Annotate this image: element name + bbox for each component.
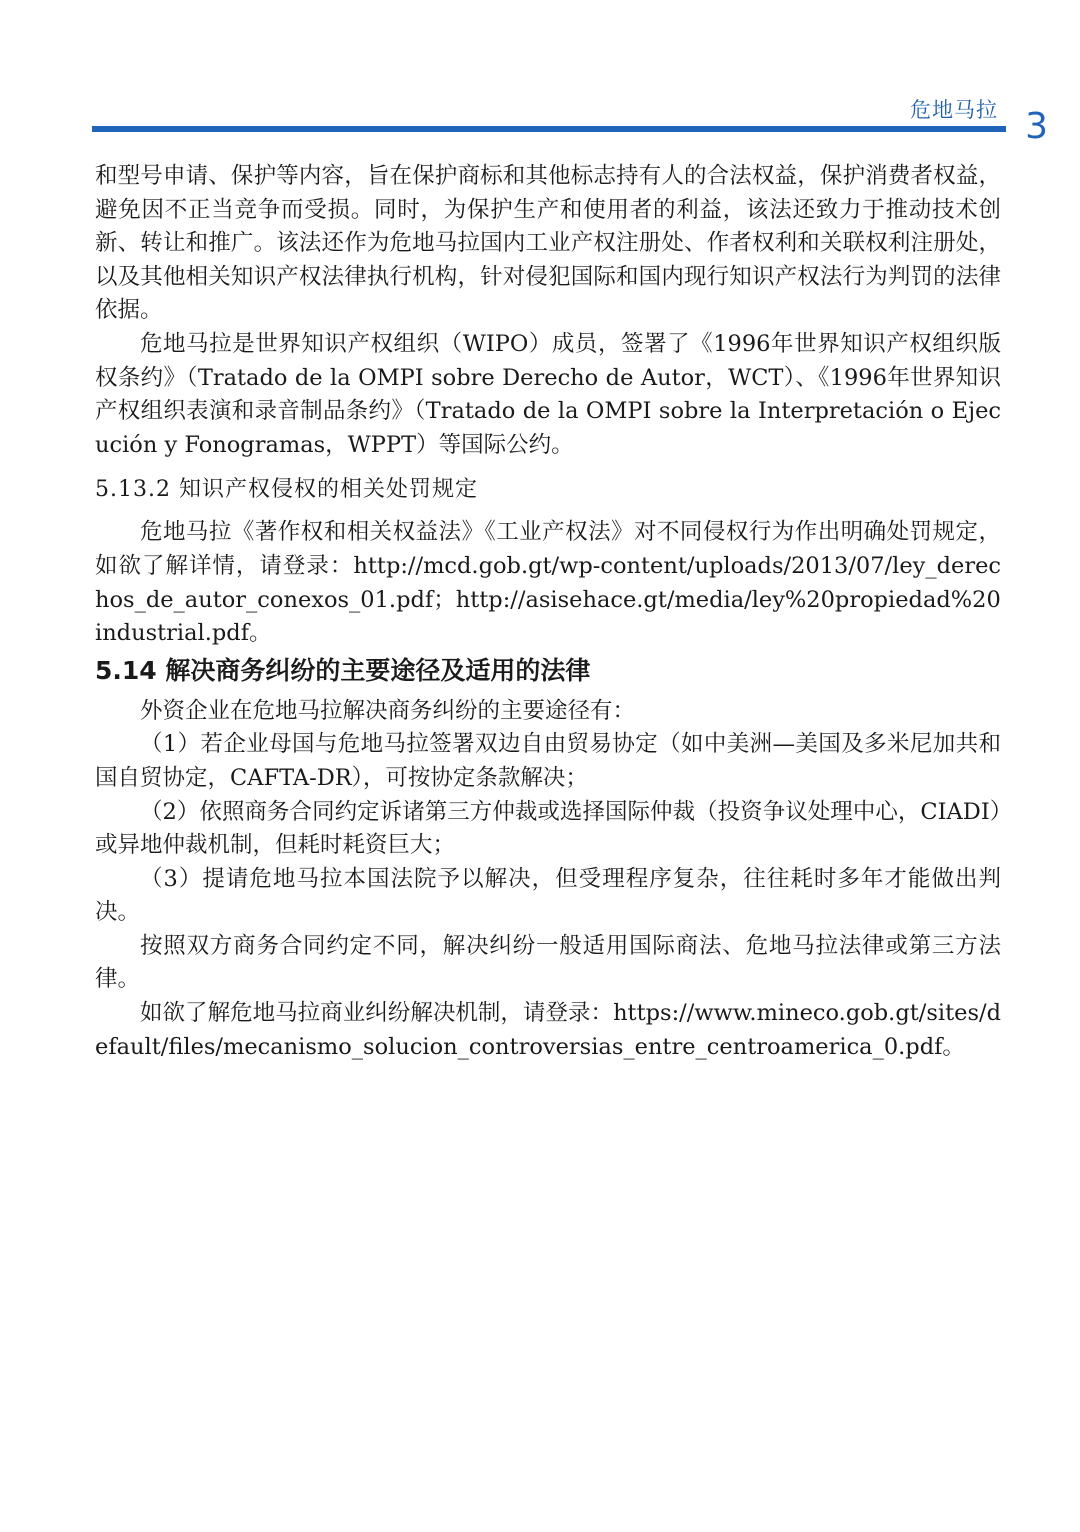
penalty-paragraph	[95, 516, 1001, 650]
dispute-item-2: （2）依照商务合同约定诉诸第三方仲裁或选择国际仲裁（投资争议处理中心，CIADI）或异地仲裁机制，但耗时耗资巨大；	[95, 798, 1001, 859]
header-country-label: 危地马拉	[910, 98, 998, 122]
intro-paragraph-1: 和型号申请、保护等内容，旨在保护商标和其他标志持有人的合法权益，保护消费者权益，避免因不正当竞争而受损。同时，为保护生产和使用者的利益，该法还致力于推动技术创新、转让和推广。该法还作为危地马拉国内工业产权注册处、作者权利和关联权利注册处，以及其他相关知识产权法律执行机构，针对侵犯国际和国内现行知识产权法行为判罚的法律依据。	[95, 163, 1001, 324]
header-rule	[92, 126, 1006, 132]
page-header	[0, 0, 1080, 150]
penalty-text: 危地马拉《著作权和相关权益法》《工业产权法》对不同侵权行为作出明确处罚规定，如欲了解详情，请登录：	[95, 519, 1001, 579]
copyright-law-link[interactable]: http://mcd.gob.gt/wp-content/uploads/2013/07/ley_derechos_de_autor_conexos_01.pdf	[95, 552, 1001, 613]
page-number: 3	[1025, 106, 1048, 147]
section-heading-5-13-2: 5.13.2 知识产权侵权的相关处罚规定	[95, 477, 478, 503]
intro-paragraph-2: 危地马拉是世界知识产权组织（WIPO）成员，签署了《1996年世界知识产权组织版 权条约》（Tratado de la OMPI sobre Derecho de Autor，WCT）、《1996年世界知识产权组织表演和录音制品条约》（Tratado de la OMPI sobre la Interpretación o Ejecución y Fonogramas，WPPT）等国际公约。	[95, 330, 1001, 458]
dispute-intro-paragraph: 外资企业在危地马拉解决商务纠纷的主要途径有：	[140, 697, 636, 724]
dispute-item-3: （3）提请危地马拉本国法院予以解决，但受理程序复杂，往往耗时多年才能做出判决。	[95, 865, 1001, 926]
applicable-law-paragraph: 按照双方商务合同约定不同，解决纠纷一般适用国际商法、危地马拉法律或第三方法律。	[95, 932, 1001, 993]
dispute-mechanism-paragraph	[95, 997, 1001, 1064]
section-heading-5-14: 5.14 解决商务纠纷的主要途径及适用的法律	[95, 655, 591, 685]
document-body	[95, 160, 1001, 1064]
dispute-item-1: （1）若企业母国与危地马拉签署双边自由贸易协定（如中美洲—美国及多米尼加共和国自贸协定，CAFTA-DR），可按协定条款解决；	[95, 731, 1001, 791]
dispute-mechanism-text: 如欲了解危地马拉商业纠纷解决机制，请登录：	[140, 1000, 614, 1027]
dispute-mechanism-link[interactable]: https://www.mineco.gob.gt/sites/default/files/mecanismo_solucion_controversias_entre_centroamerica_0.pdf。	[95, 1000, 1001, 1060]
link-separator: ；	[433, 586, 456, 613]
industrial-property-law-link[interactable]: http://asisehace.gt/media/ley%20propiedad%20industrial.pdf。	[95, 586, 1001, 647]
